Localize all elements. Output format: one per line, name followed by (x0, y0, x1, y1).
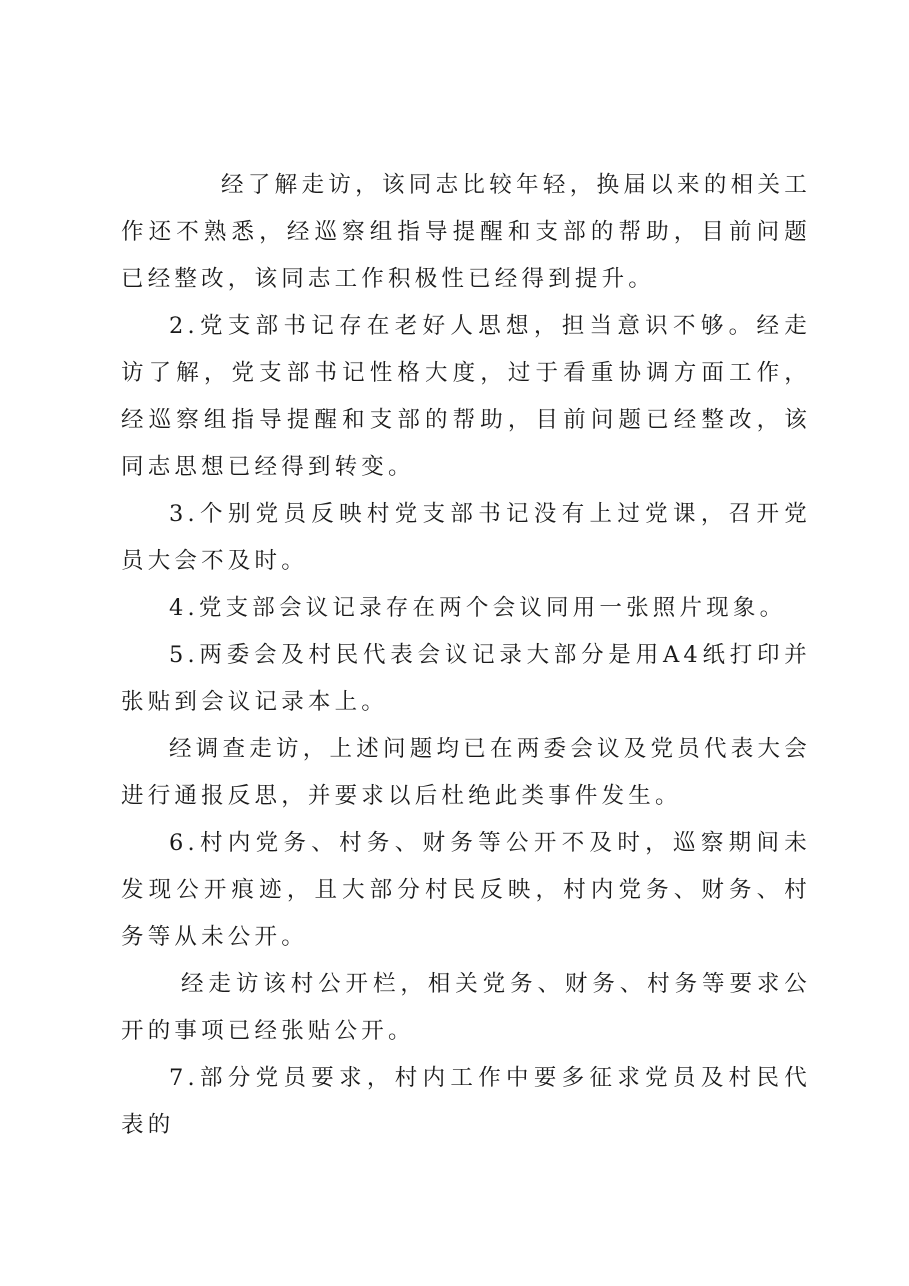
paragraph-investigation-result: 经调查走访，上述问题均已在两委会议及党员代表大会进行通报反思，并要求以后杜绝此类事件发生。 (121, 736, 811, 809)
document-body (121, 162, 811, 1149)
paragraph-bulletin-result: 经走访该村公开栏，相关党务、财务、村务等要求公开的事项已经张贴公开。 (121, 971, 811, 1044)
paragraph-item-3: 3.个别党员反映村党支部书记没有上过党课，召开党员大会不及时。 (121, 501, 811, 574)
paragraph-item-2: 2.党支部书记存在老好人思想，担当意识不够。经走访了解，党支部书记性格大度，过于看重协调方面工作，经巡察组指导提醒和支部的帮助，目前问题已经整改，该同志思想已经得到转变。 (121, 313, 811, 480)
paragraph-visit-finding: 经了解走访，该同志比较年轻，换届以来的相关工作还不熟悉，经巡察组指导提醒和支部的帮助，目前问题已经整改，该同志工作积极性已经得到提升。 (121, 172, 811, 292)
paragraph-item-7: 7.部分党员要求，村内工作中要多征求党员及村民代表的 (121, 1065, 811, 1138)
paragraph-item-5: 5.两委会及村民代表会议记录大部分是用A4纸打印并张贴到会议记录本上。 (121, 642, 811, 715)
paragraph-item-4: 4.党支部会议记录存在两个会议同用一张照片现象。 (169, 595, 787, 621)
paragraph-item-6: 6.村内党务、村务、财务等公开不及时，巡察期间未发现公开痕迹，且大部分村民反映，村内党务、财务、村务等从未公开。 (121, 830, 811, 950)
